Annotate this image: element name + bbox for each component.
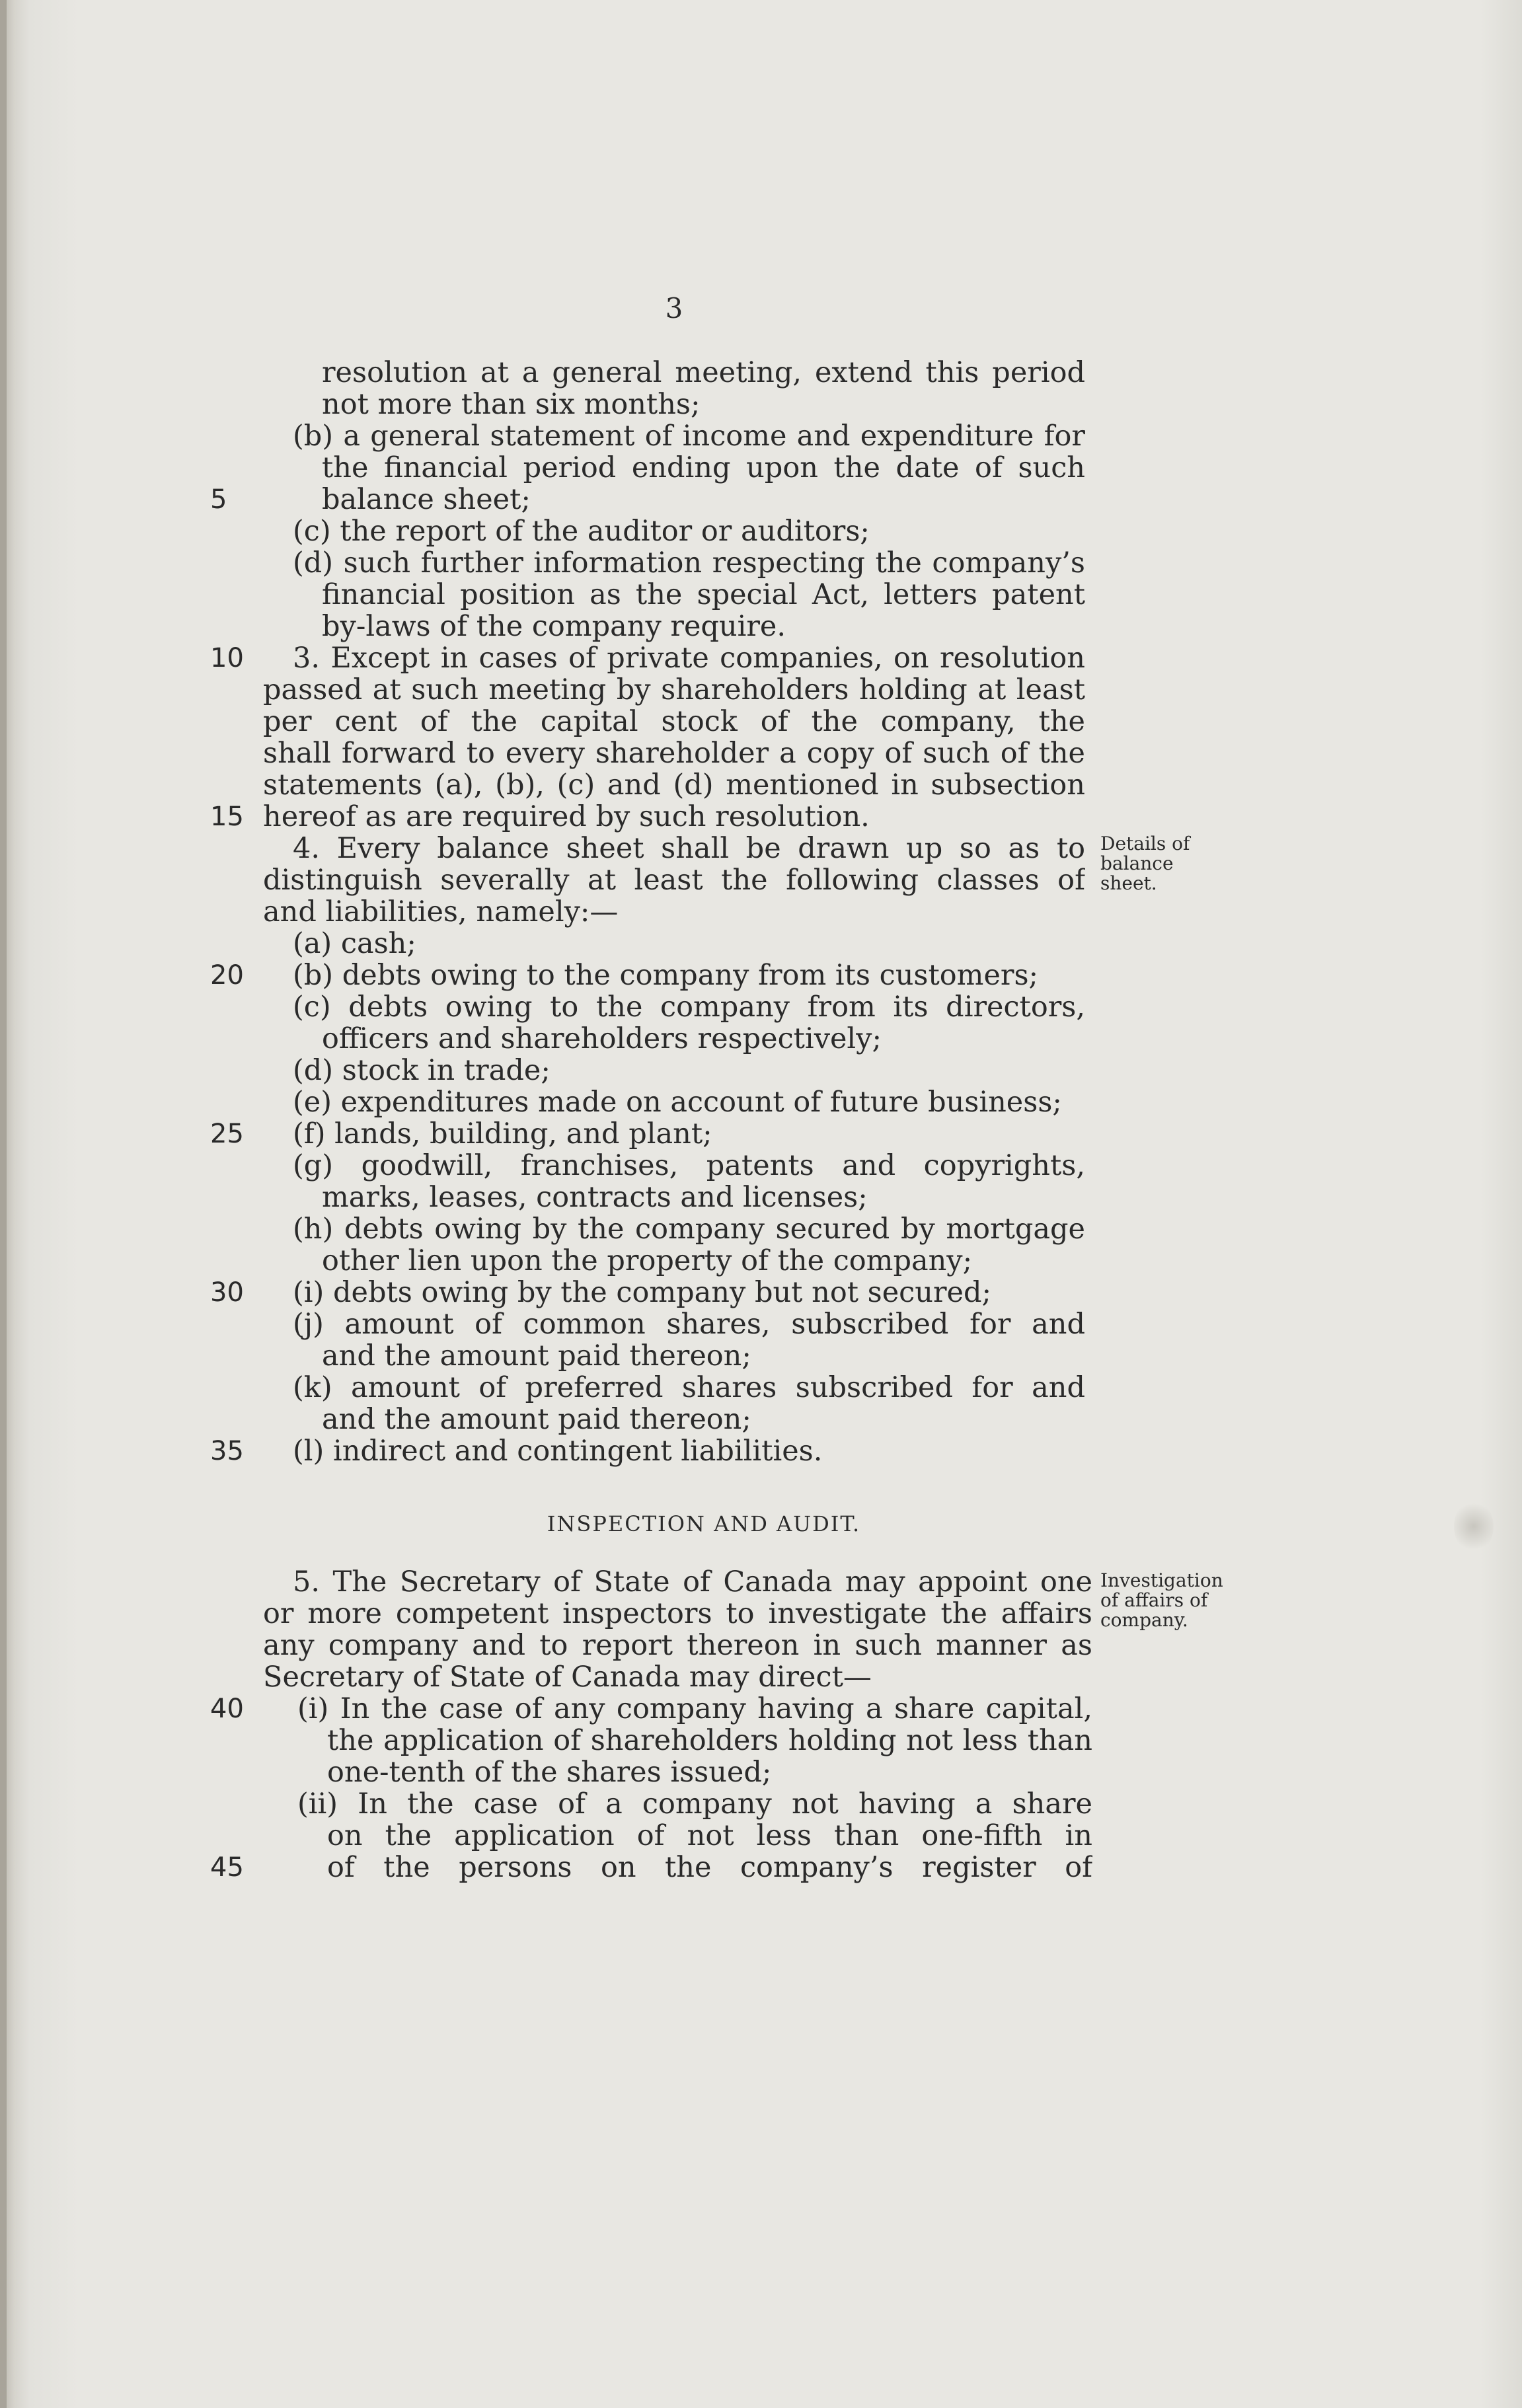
page-binding-edge xyxy=(0,0,7,2408)
text-line: 3. Except in cases of private companies, on resolution xyxy=(293,642,1085,674)
text-line: per cent of the capital stock of the company, the xyxy=(263,706,1085,737)
text-line: (i) debts owing by the company but not secured; xyxy=(293,1276,991,1309)
text-line: (f) lands, building, and plant; xyxy=(293,1117,712,1150)
text-line: balance sheet; xyxy=(322,483,531,516)
text-line: (j) amount of common shares, subscribed for and xyxy=(293,1308,1085,1340)
text-line: (i) In the case of any company having a share capital, xyxy=(297,1693,1092,1725)
page-number: 3 xyxy=(665,292,683,324)
text-line: 4. Every balance sheet shall be drawn up so as to xyxy=(293,833,1085,864)
text-line: (c) the report of the auditor or auditors; xyxy=(293,515,870,548)
text-line: the application of shareholders holding not less than xyxy=(327,1725,1092,1756)
text-line: passed at such meeting by shareholders holding at least xyxy=(263,674,1085,706)
line-number: 45 xyxy=(210,1852,244,1883)
text-line: and liabilities, namely:— xyxy=(263,895,619,928)
line-number: 15 xyxy=(210,802,244,832)
text-line: other lien upon the property of the company; xyxy=(322,1244,973,1277)
text-line: shall forward to every shareholder a copy of such of the xyxy=(263,737,1085,769)
text-line: 5. The Secretary of State of Canada may appoint one xyxy=(293,1566,1092,1598)
line-number: 30 xyxy=(210,1277,244,1308)
text-line: on the application of not less than one-fifth in xyxy=(327,1820,1092,1852)
text-line: (b) debts owing to the company from its customers; xyxy=(293,959,1038,992)
text-line: (g) goodwill, franchises, patents and copyrights, xyxy=(293,1150,1085,1182)
text-line: (c) debts owing to the company from its directors, xyxy=(293,991,1085,1023)
text-line: (l) indirect and contingent liabilities. xyxy=(293,1435,823,1468)
text-line: financial position as the special Act, letters patent xyxy=(322,579,1085,611)
paper-stain xyxy=(1454,1500,1494,1553)
text-line: (b) a general statement of income and expenditure for xyxy=(293,420,1085,452)
text-line: resolution at a general meeting, extend this period xyxy=(322,357,1085,389)
text-line: one-tenth of the shares issued; xyxy=(327,1756,772,1789)
marginal-note: Details of balance sheet. xyxy=(1100,833,1190,894)
text-line: (k) amount of preferred shares subscribed for and xyxy=(293,1372,1085,1404)
text-line: not more than six months; xyxy=(322,388,701,421)
text-line: statements (a), (b), (c) and (d) mentioned in subsection xyxy=(263,769,1085,801)
text-line: the financial period ending upon the date of such xyxy=(322,452,1085,484)
text-line: by-laws of the company require. xyxy=(322,610,786,643)
line-number: 40 xyxy=(210,1694,244,1724)
text-line: (e) expenditures made on account of future business; xyxy=(293,1086,1062,1119)
text-line: or more competent inspectors to investigate the affairs xyxy=(263,1598,1092,1630)
text-line: hereof as are required by such resolution. xyxy=(263,800,870,833)
text-line: (ii) In the case of a company not having a share xyxy=(297,1788,1092,1820)
line-number: 20 xyxy=(210,960,244,991)
marginal-note: Investigation of affairs of company. xyxy=(1100,1569,1223,1631)
text-line: (a) cash; xyxy=(293,927,416,960)
text-line: distinguish severally at least the following classes of xyxy=(263,864,1085,896)
line-number: 35 xyxy=(210,1436,244,1466)
text-line: (d) stock in trade; xyxy=(293,1054,551,1087)
text-line: of the persons on the company’s register of xyxy=(327,1852,1092,1883)
line-number: 10 xyxy=(210,643,244,673)
text-line: (h) debts owing by the company secured by mortgage xyxy=(293,1213,1085,1245)
text-line: (d) such further information respecting the company’s xyxy=(293,547,1085,579)
line-number: 25 xyxy=(210,1119,244,1149)
text-line: marks, leases, contracts and licenses; xyxy=(322,1181,868,1214)
text-line: officers and shareholders respectively; xyxy=(322,1022,882,1055)
text-line: and the amount paid thereon; xyxy=(322,1339,751,1373)
text-line: any company and to report thereon in such manner as xyxy=(263,1630,1092,1661)
line-number: 5 xyxy=(210,484,227,515)
text-line: and the amount paid thereon; xyxy=(322,1403,751,1436)
section-heading: INSPECTION AND AUDIT. xyxy=(547,1511,861,1536)
text-line: Secretary of State of Canada may direct— xyxy=(263,1661,872,1694)
